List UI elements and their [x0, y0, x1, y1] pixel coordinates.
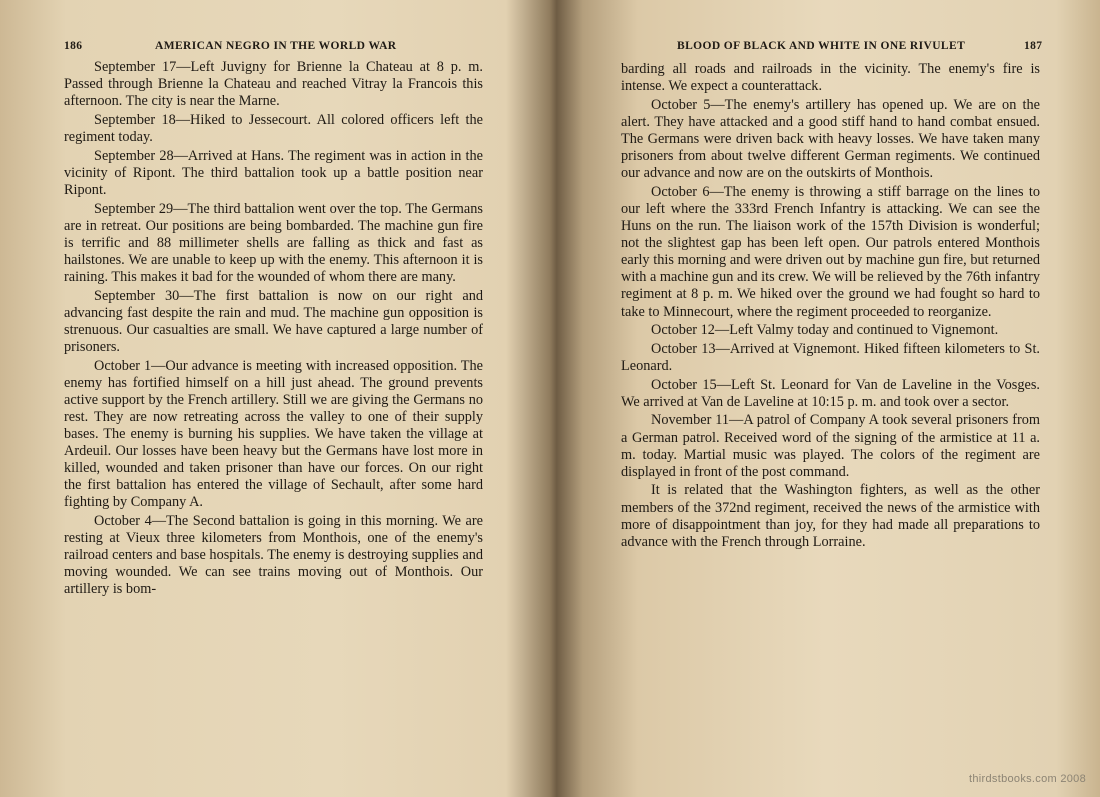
diary-entry: September 28—Arrived at Hans. The regiment was in action in the vicinity of Ripont. The third battalion took up a battle position near Ripont.	[64, 147, 483, 198]
right-page	[555, 0, 1100, 797]
diary-entry: September 17—Left Juvigny for Brienne la Chateau at 8 p. m. Passed through Brienne la Chateau and reached Vitray la Francois this afternoon. The city is near the Marne.	[64, 59, 483, 110]
diary-entry: October 12—Left Valmy today and continued to Vignemont.	[651, 322, 999, 339]
diary-entry: September 18—Hiked to Jessecourt. All colored officers left the regiment today.	[64, 111, 483, 145]
diary-entry: October 1—Our advance is meeting with increased opposition. The enemy has fortified himself on a hill just ahead. The ground prevents active support by the French artillery. Still we are giving the Germans no rest. They are now retreating across the valley to one of their supply bases. The enemy is burning his supplies. We have taken the village at Ardeuil. Our losses have been heavy but the Germans have lost more in killed, wounded and taken prisoner than have our forces. On our right the first battalion has entered the village of Sechault, after some hard fighting by Company A.	[64, 357, 483, 511]
page-body	[64, 59, 483, 598]
page-number: 187	[1024, 40, 1043, 52]
page-body	[621, 61, 1040, 551]
diary-entry: October 5—The enemy's artillery has opened up. We are on the alert. They have attacked and a good stiff hand to hand combat ensued. The Germans were driven back with heavy losses. We have taken many prisoners from about twelve different German regiments. We continued our advance and now are on the outskirts of Monthois.	[621, 96, 1040, 182]
diary-entry: October 13—Arrived at Vignemont. Hiked fifteen kilometers to St. Leonard.	[621, 340, 1040, 374]
continued-paragraph: barding all roads and railroads in the vicinity. The enemy's fire is intense. We expect a counterattack.	[621, 61, 1040, 95]
diary-entry: September 29—The third battalion went over the top. The Germans are in retreat. Our positions are being bombarded. The machine gun fire is terrific and 88 millimeter shells are falling as thick and fast as hailstones. We are unable to keep up with the enemy. This afternoon it is raining. This makes it bad for the wounded of whom there are many.	[64, 200, 483, 285]
running-title: AMERICAN NEGRO IN THE WORLD WAR	[155, 40, 397, 52]
closing-paragraph: It is related that the Washington fighters, as well as the other members of the 372nd regiment, received the news of the armistice with more of disappointment than joy, for they had made all preparations to advance with the French through Lorraine.	[621, 482, 1040, 550]
watermark: thirdstbooks.com 2008	[969, 773, 1086, 785]
diary-entry: October 15—Left St. Leonard for Van de Laveline in the Vosges. We arrived at Van de Laveline at 10:15 p. m. and took over a sector.	[621, 376, 1040, 410]
diary-entry: October 6—The enemy is throwing a stiff barrage on the lines to our left where the 333rd French Infantry is attacking. We can see the Huns on the run. The liaison work of the 157th Division is wonderful; not the slightest gap has been left open. Our patrols entered Monthois early this morning and were driven out by machine gun fire, but returned with a machine gun and its crew. We will be relieved by the 76th infantry regiment at 8 p. m. We hiked over the ground we had fought so hard to take to Minnecourt, where the regiment proceeded to reorganize.	[621, 183, 1040, 320]
page-number: 186	[64, 40, 83, 52]
running-title: BLOOD OF BLACK AND WHITE IN ONE RIVULET	[677, 40, 966, 52]
diary-entry: November 11—A patrol of Company A took several prisoners from a German patrol. Received word of the signing of the armistice at 11 a. m. today. Martial music was played. The colors of the regiment are displayed in front of the post command.	[621, 412, 1040, 480]
diary-entry: October 4—The Second battalion is going in this morning. We are resting at Vieux three kilometers from Monthois, one of the enemy's railroad centers and base hospitals. The enemy is destroying supplies and moving wounded. We can see trains moving out of Monthois. Our artillery is bom-	[64, 513, 483, 598]
left-page	[0, 0, 545, 797]
diary-entry: September 30—The first battalion is now on our right and advancing fast despite the rain and mud. The machine gun opposition is strenuous. Our casualties are small. We have captured a large number of prisoners.	[64, 287, 483, 355]
